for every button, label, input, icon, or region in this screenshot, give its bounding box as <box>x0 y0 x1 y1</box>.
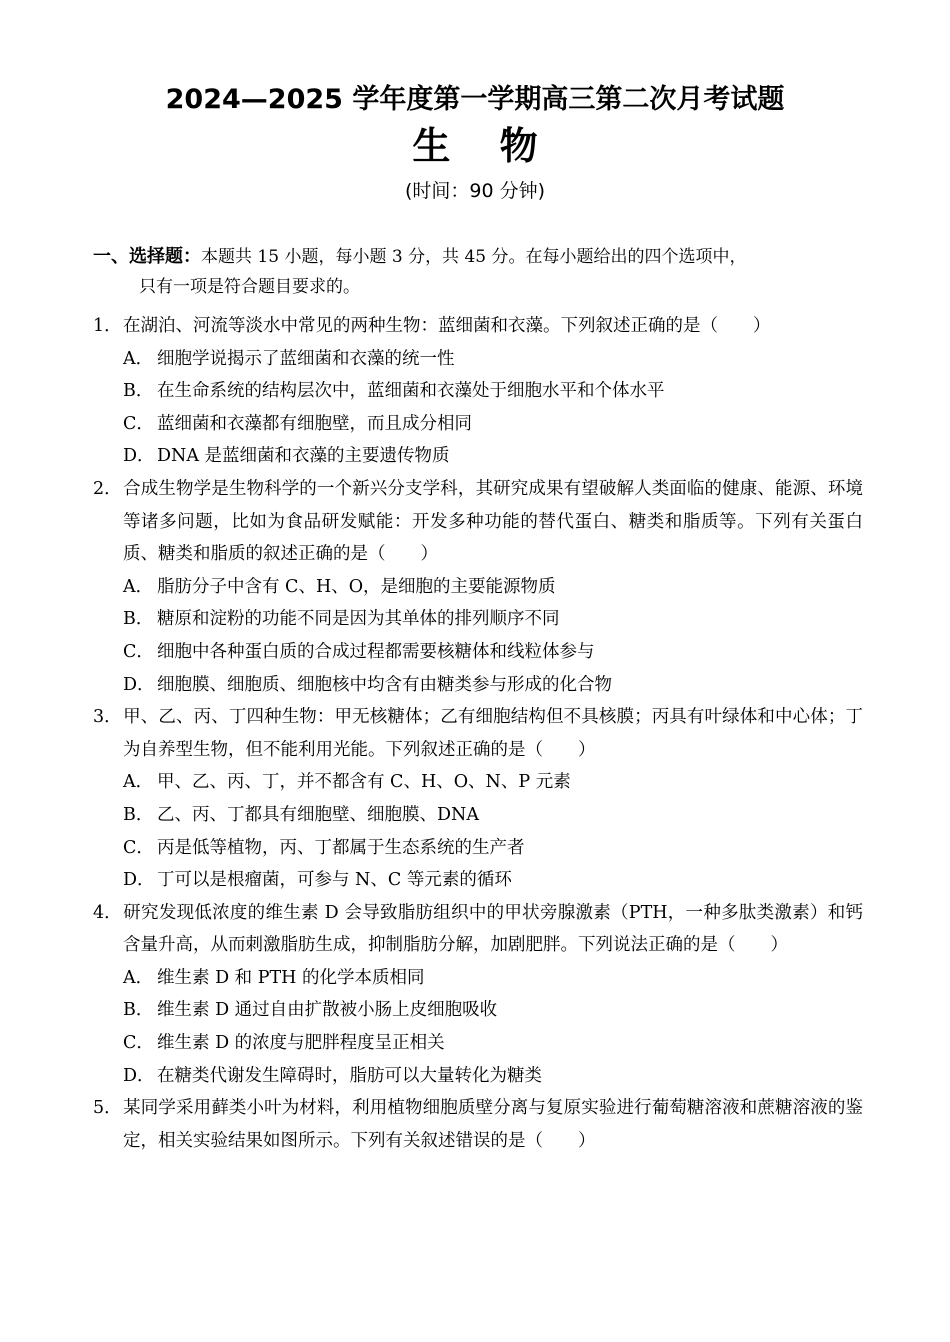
option-text: 在生命系统的结构层次中，蓝细菌和衣藻处于细胞水平和个体水平 <box>157 381 665 402</box>
question-2 <box>93 473 863 701</box>
option-d <box>93 1060 863 1093</box>
section-desc-2: 只有一项是符合题目要求的。 <box>139 277 360 297</box>
option-text: DNA 是蓝细菌和衣藻的主要遗传物质 <box>157 446 450 467</box>
option-letter: A． <box>123 772 154 793</box>
question-stem <box>93 897 863 962</box>
question-number: 5． <box>93 1098 122 1119</box>
option-letter: A． <box>123 967 154 988</box>
question-3 <box>93 701 863 897</box>
option-letter: D． <box>123 674 155 695</box>
option-b <box>93 994 863 1027</box>
question-number: 4． <box>93 902 122 923</box>
question-text: 甲、乙、丙、丁四种生物：甲无核糖体；乙有细胞结构但不具核膜；丙具有叶绿体和中心体；丁为自养型生物，但不能利用光能。下列叙述正确的是（ ） <box>123 707 863 760</box>
option-letter: B． <box>123 1000 154 1021</box>
option-text: 细胞中各种蛋白质的合成过程都需要核糖体和线粒体参与 <box>157 641 595 662</box>
subject-title: 生 物 <box>412 123 556 168</box>
option-letter: A． <box>123 348 154 369</box>
option-a <box>93 962 863 995</box>
option-text: 维生素 D 通过自由扩散被小肠上皮细胞吸收 <box>157 1000 498 1021</box>
option-a <box>93 571 863 604</box>
option-d <box>93 669 863 702</box>
option-b <box>93 603 863 636</box>
question-number: 1． <box>93 316 122 336</box>
option-c <box>93 636 863 669</box>
option-letter: C． <box>123 1033 154 1054</box>
option-letter: B． <box>123 381 154 402</box>
option-letter: A． <box>123 576 154 597</box>
question-1 <box>93 310 863 473</box>
option-letter: D． <box>123 1065 155 1086</box>
option-text: 维生素 D 的浓度与肥胖程度呈正相关 <box>157 1033 445 1054</box>
section-line-1 <box>93 242 863 272</box>
option-d <box>93 440 863 473</box>
option-letter: C． <box>123 837 154 858</box>
question-number: 2． <box>93 478 122 499</box>
option-d <box>93 864 863 897</box>
option-c <box>93 408 863 441</box>
question-text: 研究发现低浓度的维生素 D 会导致脂肪组织中的甲状旁腺激素（PTH，一种多肽类激素）和钙含量升高，从而刺激脂肪生成，抑制脂肪分解，加剧肥胖。下列说法正确的是（ ） <box>123 902 863 956</box>
option-letter: D． <box>123 446 155 467</box>
question-stem <box>93 473 863 571</box>
section-label: 一、选择题： <box>93 246 201 267</box>
option-text: 细胞学说揭示了蓝细菌和衣藻的统一性 <box>157 348 455 369</box>
question-text: 某同学采用藓类小叶为材料，利用植物细胞质壁分离与复原实验进行葡萄糖溶液和蔗糖溶液的鉴定，相关实验结果如图所示。下列有关叙述错误的是（ ） <box>123 1098 863 1151</box>
option-letter: C． <box>123 641 154 662</box>
option-a <box>93 343 863 376</box>
option-text: 丁可以是根瘤菌，可参与 N、C 等元素的循环 <box>157 870 512 891</box>
option-a <box>93 766 863 799</box>
option-text: 蓝细菌和衣藻都有细胞壁，而且成分相同 <box>157 413 472 434</box>
option-letter: B． <box>123 609 154 630</box>
option-text: 甲、乙、丙、丁，并不都含有 C、H、O、N、P 元素 <box>157 772 571 793</box>
option-text: 维生素 D 和 PTH 的化学本质相同 <box>157 967 425 988</box>
question-4 <box>93 897 863 1093</box>
question-5 <box>93 1092 863 1157</box>
question-stem <box>93 1092 863 1157</box>
option-text: 糖原和淀粉的功能不同是因为其单体的排列顺序不同 <box>157 609 560 630</box>
option-letter: B． <box>123 804 154 825</box>
question-stem <box>93 701 863 766</box>
question-text: 在湖泊、河流等淡水中常见的两种生物：蓝细菌和衣藻。下列叙述正确的是（ ） <box>123 316 771 336</box>
option-b <box>93 799 863 832</box>
option-text: 脂肪分子中含有 C、H、O，是细胞的主要能源物质 <box>157 576 556 597</box>
question-list <box>93 310 863 1157</box>
exam-title: 2024—2025 学年度第一学期高三第二次月考试题 <box>165 84 785 115</box>
question-stem <box>93 310 863 343</box>
option-b <box>93 375 863 408</box>
option-text: 乙、丙、丁都具有细胞壁、细胞膜、DNA <box>157 804 479 825</box>
option-text: 在糖类代谢发生障碍时，脂肪可以大量转化为糖类 <box>157 1065 542 1086</box>
option-c <box>93 1027 863 1060</box>
option-c <box>93 832 863 865</box>
section-instructions <box>93 242 863 302</box>
question-text: 合成生物学是生物科学的一个新兴分支学科，其研究成果有望破解人类面临的健康、能源、环境等诸多问题，比如为食品研发赋能：开发多种功能的替代蛋白、糖类和脂质等。下列有关蛋白质、糖类和脂质的叙述正确的是（ ） <box>123 478 863 565</box>
exam-time: (时间：90 分钟) <box>404 180 546 202</box>
option-letter: D． <box>123 870 155 891</box>
option-letter: C． <box>123 413 154 434</box>
option-text: 细胞膜、细胞质、细胞核中均含有由糖类参与形成的化合物 <box>157 674 612 695</box>
question-number: 3． <box>93 707 122 728</box>
option-text: 丙是低等植物，丙、丁都属于生态系统的生产者 <box>157 837 525 858</box>
section-desc-1: 本题共 15 小题，每小题 3 分，共 45 分。在每小题给出的四个选项中， <box>201 247 747 267</box>
